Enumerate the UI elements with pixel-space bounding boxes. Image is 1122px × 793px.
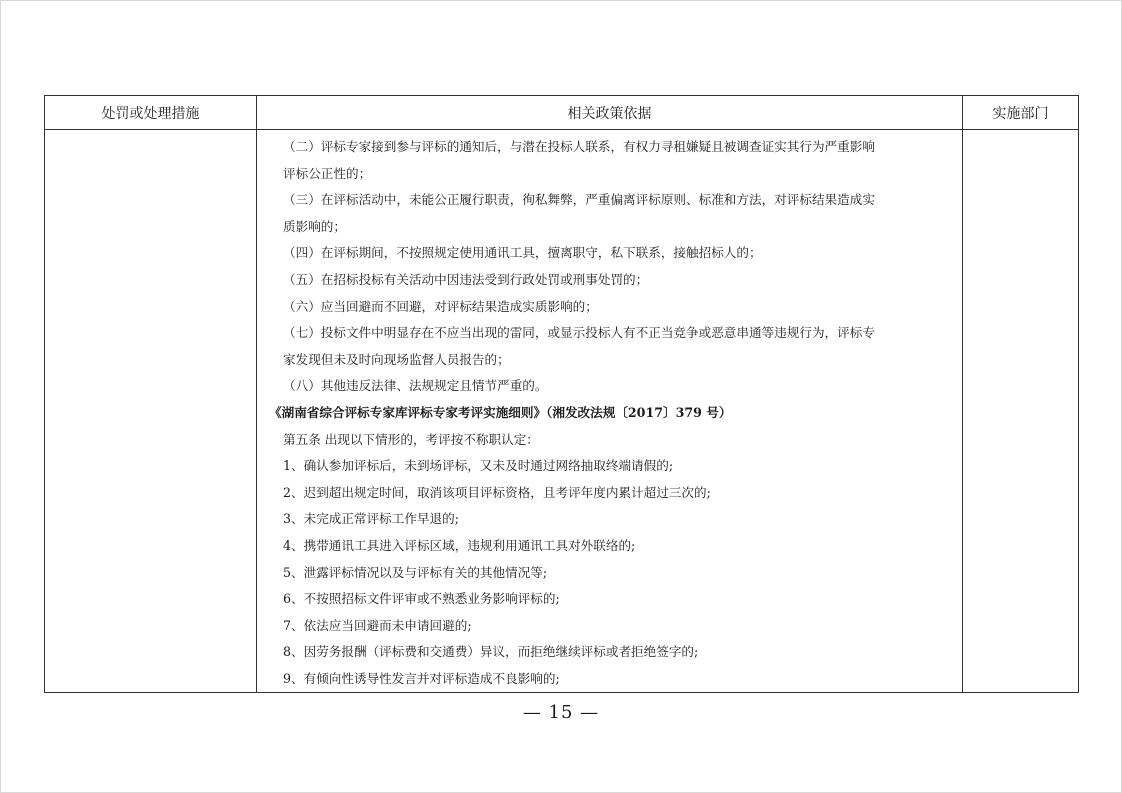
basis-lines (269, 134, 952, 692)
basis-line: 8、因劳务报酬（评标费和交通费）异议，而拒绝继续评标或者拒绝签字的; (283, 644, 699, 660)
page-number: — 15 — (522, 702, 600, 723)
basis-line: 第五条 出现以下情形的，考评按不称职认定： (283, 431, 539, 447)
department-cell (963, 130, 1079, 693)
basis-line: （五）在招标投标有关活动中因违法受到行政处罚或刑事处罚的； (283, 271, 649, 287)
table-row (45, 130, 1079, 693)
measure-cell (45, 130, 257, 693)
basis-line: 2、迟到超出规定时间，取消该项目评标资格，且考评年度内累计超过三次的; (283, 484, 711, 500)
basis-cell (257, 130, 963, 693)
table-header-row (45, 96, 1079, 130)
header-department: 实施部门 (963, 96, 1079, 130)
policy-table (44, 95, 1079, 693)
basis-line: （八）其他违反法律、法规规定且情节严重的。 (283, 378, 548, 394)
basis-line: 9、有倾向性诱导性发言并对评标造成不良影响的; (283, 670, 560, 686)
basis-line: 1、确认参加评标后，未到场评标，又未及时通过网络抽取终端请假的; (283, 458, 674, 474)
basis-line: 3、未完成正常评标工作早退的; (283, 511, 459, 527)
header-measure: 处罚或处理措施 (45, 96, 257, 130)
basis-line: 6、不按照招标文件评审或不熟悉业务影响评标的; (283, 591, 560, 607)
basis-line: 5、泄露评标情况以及与评标有关的其他情况等; (283, 564, 548, 580)
basis-line: （二）评标专家接到参与评标的通知后，与潜在投标人联系，有权力寻租嫌疑且被调查证实其行为严重影响 (283, 139, 875, 154)
regulation-title: 《湖南省综合评标专家库评标专家考评实施细则》（湘发改法规〔2017〕379 号） (269, 404, 732, 420)
basis-line: 家发现但未及时向现场监督人员报告的； (283, 351, 510, 367)
basis-line: 7、依法应当回避而未申请回避的; (283, 617, 472, 633)
basis-line: 质影响的； (283, 218, 346, 234)
basis-line: （四）在评标期间，不按照规定使用通讯工具，擅离职守，私下联系，接触招标人的； (283, 245, 762, 261)
basis-line: （七）投标文件中明显存在不应当出现的雷同，或显示投标人有不正当竞争或恶意串通等违规行为，评标专 (283, 325, 875, 341)
basis-line: （六）应当回避而不回避，对评标结果造成实质影响的； (283, 298, 598, 314)
basis-line: 4、携带通讯工具进入评标区域，违规利用通讯工具对外联络的; (283, 537, 636, 553)
basis-line: 评标公正性的； (283, 165, 372, 181)
basis-line: （三）在评标活动中，未能公正履行职责，徇私舞弊，严重偏离评标原则、标准和方法，对评标结果造成实 (283, 192, 875, 208)
header-basis: 相关政策依据 (257, 96, 963, 130)
